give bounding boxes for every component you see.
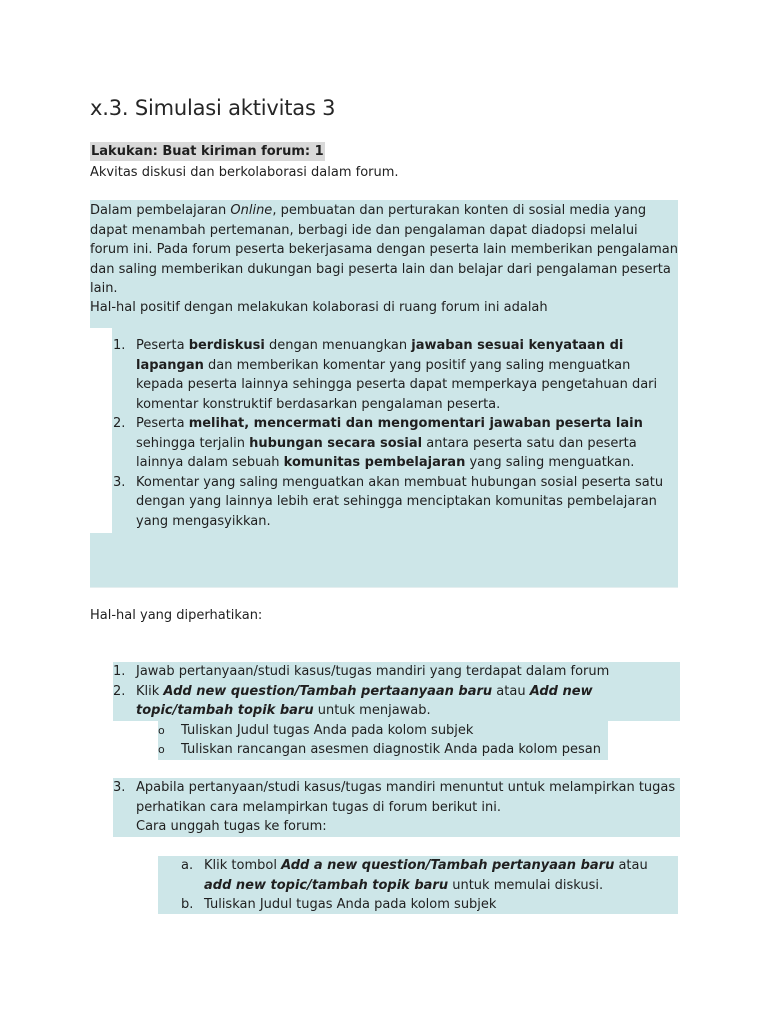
list-item xyxy=(158,856,678,895)
list-item xyxy=(113,662,680,682)
intro-rest: , pembuatan dan perturakan konten di sosial media yang dapat menambah pertemanan, berbagi ide dan pengalaman dapat diadopsi melalui forum ini. Pada forum peserta bekerjasama dengan peserta lain memberikan pengalaman dan saling memberikan dukungan bagi peserta lain dan belajar dari pengalaman peserta lain. xyxy=(90,203,678,296)
notes-heading: Hal-hal yang diperhatikan: xyxy=(90,608,263,623)
positives-list xyxy=(90,336,680,531)
body-text: untuk memulai diskusi. xyxy=(448,877,604,893)
intro-paragraph xyxy=(90,201,680,299)
emphasis-text: jawaban sesuai kenyataan di lapangan xyxy=(136,338,624,373)
body-text: Komentar yang saling menguatkan akan membuat hubungan sosial peserta satu dengan yang lainnya lebih erat sehingga menciptakan komunitas pembelajaran yang mengasyikkan. xyxy=(136,474,664,529)
body-text: dan memberikan komentar yang positif yang saling menguatkan kepada peserta lainnya sehingga peserta dapat memperkaya pengetahuan dari komentar konstruktif berdasarkan pengalaman peserta. xyxy=(136,357,658,412)
body-text: atau xyxy=(492,683,530,699)
list-item-text xyxy=(136,475,663,529)
emphasis-text: add new topic/tambah topik baru xyxy=(204,877,449,893)
body-text: Klik tombol xyxy=(204,858,282,873)
emphasis-text: melihat, mencermati dan mengomentari jawaban peserta lain xyxy=(188,416,643,431)
body-text: Klik xyxy=(136,683,164,699)
positives-lead: Hal-hal positif dengan melakukan kolaborasi di ruang forum ini adalah xyxy=(90,300,548,315)
list-item-text xyxy=(136,338,657,412)
list-item-text xyxy=(136,664,609,679)
list-item xyxy=(113,682,680,721)
divider xyxy=(90,587,678,588)
list-marker: 3. xyxy=(113,474,126,490)
list-item xyxy=(113,778,680,837)
notes-item-3 xyxy=(90,778,680,837)
body-text: atau xyxy=(614,858,648,873)
bullet-text: Tuliskan Judul tugas Anda pada kolom subjek xyxy=(181,723,474,738)
emphasis-text: Add a new question/Tambah pertanyaan baru xyxy=(281,858,615,873)
body-text: Jawab pertanyaan/studi kasus/tugas mandiri yang terdapat dalam forum xyxy=(136,664,610,679)
activity-subtitle: Akvitas diskusi dan berkolaborasi dalam forum. xyxy=(90,165,399,180)
body-text: sehingga terjalin xyxy=(136,435,250,451)
body-text: yang saling menguatkan. xyxy=(465,455,635,470)
list-marker: 2. xyxy=(113,416,126,431)
body-text: untuk menjawab. xyxy=(313,703,431,718)
intro-italic: Online xyxy=(230,203,273,218)
bullet-item xyxy=(158,740,608,760)
list-item xyxy=(90,336,680,414)
emphasis-text: hubungan secara sosial xyxy=(249,435,423,451)
list-item-text xyxy=(136,416,643,470)
list-marker: 1. xyxy=(113,664,126,679)
list-item xyxy=(158,895,678,915)
list-item-text xyxy=(204,858,648,893)
emphasis-text: Add new topic/tambah topik baru xyxy=(136,683,593,718)
body-text: antara peserta satu dan peserta lainnya dalam sebuah xyxy=(136,435,637,470)
action-label: Lakukan: Buat kiriman forum: 1 xyxy=(91,144,324,159)
list-marker: 1. xyxy=(113,338,126,353)
notes-list xyxy=(90,662,680,721)
bullet-text: Tuliskan rancangan asesmen diagnostik Anda pada kolom pesan xyxy=(181,742,601,757)
body-text: dengan menuangkan xyxy=(264,338,412,353)
list-item xyxy=(90,414,680,473)
bullet-marker: o xyxy=(158,724,165,737)
page-title: x.3. Simulasi aktivitas 3 xyxy=(90,96,336,120)
list-marker: 3. xyxy=(113,780,126,795)
emphasis-text: berdiskusi xyxy=(188,338,265,353)
list-marker: 2. xyxy=(113,683,126,699)
body-text: Tuliskan Judul tugas Anda pada kolom subjek xyxy=(204,897,497,912)
list-item-text xyxy=(204,897,496,912)
list-marker: a. xyxy=(181,858,194,873)
list-item-text xyxy=(136,684,593,719)
bullet-item xyxy=(158,721,608,741)
intro-text: Dalam pembelajaran xyxy=(90,203,227,218)
list-marker: b. xyxy=(181,897,194,912)
bullet-marker: o xyxy=(158,743,165,756)
body-text: Peserta xyxy=(136,338,189,353)
upload-steps xyxy=(158,856,678,915)
list-item xyxy=(90,473,680,532)
emphasis-text: Add new question/Tambah pertaanyaan baru xyxy=(163,683,493,699)
emphasis-text: komunitas pembelajaran xyxy=(283,455,466,470)
item3-line2: Cara unggah tugas ke forum: xyxy=(136,819,327,834)
item3-line1: Apabila pertanyaan/studi kasus/tugas mandiri menuntut untuk melampirkan tugas perhatikan cara melampirkan tugas di forum berikut ini. xyxy=(136,780,676,815)
body-text: Peserta xyxy=(136,416,189,431)
